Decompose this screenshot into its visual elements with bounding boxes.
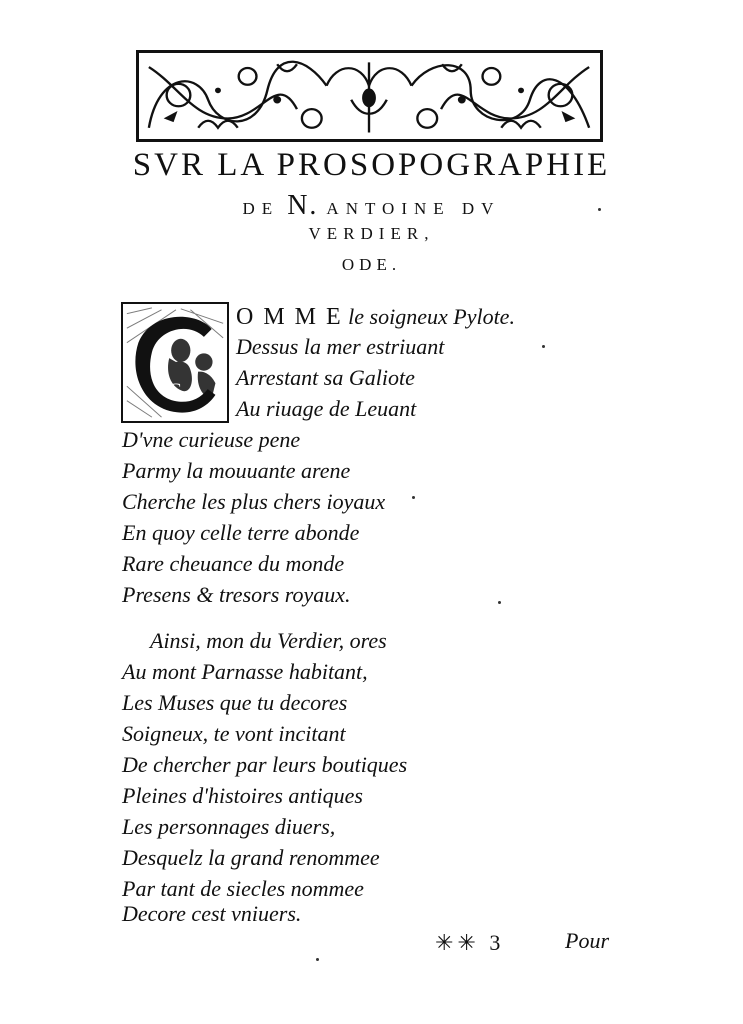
verse-line: Decore cest vniuers. (122, 901, 302, 926)
verse-line: Les personnages diuers, (122, 814, 336, 839)
ornamental-headpiece (136, 50, 603, 142)
ink-speck (498, 601, 501, 604)
historiated-initial (121, 302, 229, 423)
ink-speck (542, 345, 545, 348)
verse-line: Dessus la mer estriuant (236, 334, 445, 359)
ink-speck (598, 208, 601, 211)
poem-genre: ODE. (341, 255, 402, 274)
verse-line: Pleines d'histoires antiques (122, 783, 363, 808)
verse-line: Presens & tresors royaux. (122, 582, 351, 607)
arabesque-ornament-icon (139, 53, 600, 139)
title-author-surname: VERDIER, (308, 224, 435, 243)
ink-speck (412, 496, 415, 499)
verse-line: Au riuage de Leuant (236, 396, 417, 421)
title-author-line (0, 190, 743, 222)
verse-line-lead: O M M E (236, 304, 343, 330)
verse-line: Parmy la mouuante arene (122, 458, 351, 483)
verse-line-text: le soigneux Pylote. (342, 304, 515, 329)
verse-line: Au mont Parnasse habitant, (122, 659, 368, 684)
title-prefix: DE (242, 199, 280, 218)
verse-line: Arrestant sa Galiote (236, 365, 415, 390)
title-author-name: ANTOINE DV (326, 199, 501, 218)
ink-speck (316, 958, 319, 961)
signature-mark: ✳✳ 3 (435, 930, 505, 955)
verse-line: En quoy celle terre abonde (122, 520, 360, 545)
page-title: SVR LA PROSOPOGRAPHIE (132, 147, 611, 183)
verse-line: Desquelz la grand renommee (122, 845, 380, 870)
verse-line: Ainsi, mon du Verdier, ores (150, 628, 387, 653)
drop-cap-c-icon (123, 304, 227, 421)
title-initial: N. (287, 190, 319, 221)
verse-line: Les Muses que tu decores (122, 690, 348, 715)
verse-line: Rare cheuance du monde (122, 551, 345, 576)
drop-cap-letter: C (168, 379, 182, 401)
verse-line (236, 305, 515, 329)
catchword: Pour (565, 928, 609, 953)
verse-line: D'vne curieuse pene (122, 427, 301, 452)
verse-line: Cherche les plus chers ioyaux (122, 489, 386, 514)
verse-line: Par tant de siecles nommee (122, 876, 364, 901)
verse-line: Soigneux, te vont incitant (122, 721, 346, 746)
verse-line: De chercher par leurs boutiques (122, 752, 408, 777)
